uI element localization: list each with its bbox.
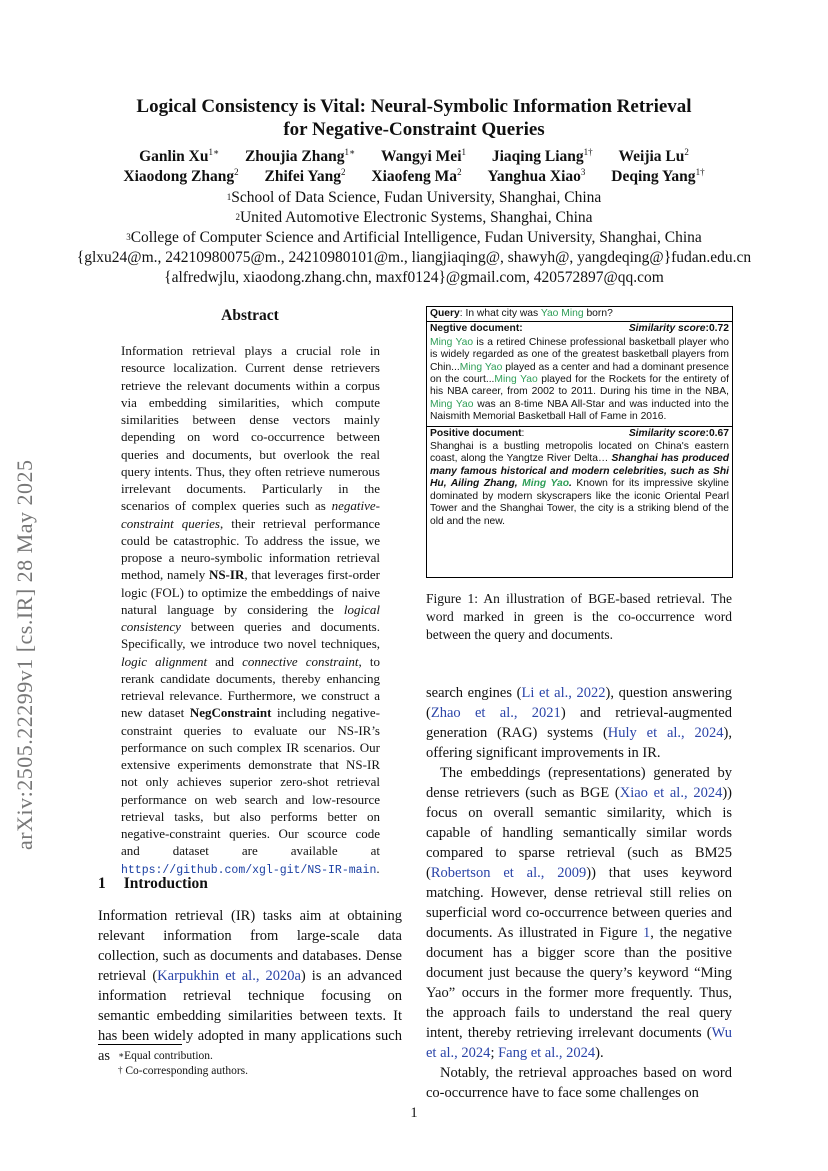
citation-link[interactable]: Robertson et al., 2009: [430, 865, 587, 881]
author: Xiaofeng Ma$^2$: [371, 167, 462, 185]
positive-doc-header: Positive document: Similarity score:0.67: [430, 427, 729, 439]
positive-doc-text: Shanghai is a bustling metropolis located on China's eastern coast, along the Yangtze River Delta… Shanghai has produced many famous historical and modern celebrities, such as Shi Hu, Ailing Zhang, Ming Yao. Known for its impressive skyline dominated by modern skyscrapers like the iconic Oriental Pearl Tower and the Shanghai Tower, the city is a striking blend of the old and the new.: [430, 441, 729, 527]
citation-link[interactable]: Fang et al., 2024: [498, 1045, 596, 1061]
paragraph: The embeddings (representations) generated by dense retrievers (such as BGE (Xiao et al., 2024)) focus on overall semantic similarity, which is capable of handling semantically similar words compared to sparse retrieval (such as BM25 (Robertson et al., 2009)) that uses keyword matching. However, dense retrieval still relies on superficial word co-occurrence between queries and documents. As illustrated in Figure 1, the negative document has a bigger score than the positive document just because the query’s keyword “Ming Yao” occurs in the former more frequently. Thus, the approach fails to understand the real query intent, thereby retrieving irrelevant documents (Wu et al., 2024; Fang et al., 2024).: [426, 765, 732, 1061]
page-number: 1: [410, 1105, 418, 1121]
arxiv-stamp: arXiv:2505.22299v1 [cs.IR] 28 May 2025: [12, 459, 37, 850]
author: Weijia Lu$^2$: [618, 147, 689, 165]
citation-link[interactable]: Xiao et al., 2024: [619, 785, 723, 801]
affiliation-1: $^1$School of Data Science, Fudan University, Shanghai, China: [226, 189, 602, 206]
abstract-heading: Abstract: [221, 307, 279, 324]
author: Xiaodong Zhang$^2$: [123, 167, 239, 185]
author: Deqing Yang$^{1\dagger}$: [611, 167, 705, 185]
author: Wangyi Mei$^1$: [380, 147, 466, 165]
code-link[interactable]: https://github.com/xgl-git/NS-IR-main: [121, 863, 377, 877]
affiliations: [0, 188, 828, 288]
author: Yanghua Xiao$^3$: [487, 167, 586, 185]
citation-link[interactable]: Huly et al., 2024: [607, 725, 724, 741]
footnote-1: ∗Equal contribution.: [118, 1050, 213, 1062]
abstract-body: Information retrieval plays a crucial role in resource localization. Current dense retrievers retrieve the relevant documents within a corpus via embedding similarities, which compute similarities between dense vectors mainly depending on word co-occurrence between queries and documents, but overlook the real query intents. Thus, they often retrieve numerous irrelevant documents. Particularly in the scenarios of complex queries such as negative-constraint queries, their retrieval performance could be catastrophic. To address the issue, we propose a neuro-symbolic information retrieval method, namely NS-IR, that leverages first-order logic (FOL) to optimize the embeddings of naive natural language by considering the logical consistency between queries and documents. Specifically, we introduce two novel techniques, logic alignment and connective constraint, to rerank candidate documents, thereby enhancing retrieval relevance. Furthermore, we construct a new dataset NegConstraint including negative-constraint queries to evaluate our NS-IR’s performance on such complex IR scenarios. Our extensive experiments demonstrate that NS-IR not only achieves superior zero-shot retrieval performance on web search and low-resource retrieval tasks, but also performs better on negative-constraint queries. Our scource code and dataset are available at https://github.com/xgl-git/NS-IR-main.: [121, 343, 380, 877]
author: Zhifei Yang$^2$: [264, 167, 346, 185]
author-row-1: [0, 148, 828, 166]
paper-title: [0, 95, 828, 141]
section-heading: 1 Introduction: [98, 875, 208, 892]
intro-paragraph: Information retrieval (IR) tasks aim at obtaining relevant information from large-scale data collection, such as documents and databases. Dense retrieval (Karpukhin et al., 2020a) is an advanced information retrieval technique focusing on semantic embedding similarities between texts. It has been widely adopted in many applications such as: [98, 908, 402, 1064]
emails-line-2: {alfredwjlu, xiaodong.zhang.chn, maxf0124}@gmail.com, 420572897@qq.com: [164, 269, 664, 286]
figure-caption: Figure 1: An illustration of BGE-based retrieval. The word marked in green is the co-occurrence word between the query and documents.: [426, 591, 732, 642]
author-row-2: [0, 168, 828, 186]
footnote-2: † Co-corresponding authors.: [118, 1065, 249, 1077]
query-row: Query: In what city was Yao Ming born?: [430, 308, 613, 319]
affiliation-3: $^3$College of Computer Science and Artificial Intelligence, Fudan University, Shanghai, China: [126, 229, 702, 246]
title-line-2: for Negative-Constraint Queries: [283, 119, 545, 140]
emails-line-1: {glxu24@m., 24210980075@m., 24210980101@m., liangjiaqing@, shawyh@, yangdeqing@}fudan.edu.cn: [76, 249, 752, 266]
figure-ref-link[interactable]: 1: [643, 925, 651, 941]
figure-1-box: [426, 306, 733, 578]
title-line-1: Logical Consistency is Vital: Neural-Symbolic Information Retrieval: [136, 96, 692, 117]
citation-link[interactable]: Li et al., 2022: [521, 685, 606, 701]
citation-link[interactable]: Karpukhin et al., 2020a: [157, 968, 301, 984]
citation-link[interactable]: Zhao et al., 2021: [430, 705, 561, 721]
negative-doc-header: Negtive document: Similarity score:0.72: [430, 323, 729, 335]
author: Jiaqing Liang$^{1\dagger}$: [491, 147, 593, 165]
negative-doc-text: Ming Yao is a retired Chinese professional basketball player who is widely regarded as one of the greatest basketball players from Chin...Ming Yao played as a center and had a dominant presence on the court...Ming Yao played for the Rockets for the entirety of his NBA career, from 2002 to 2011. During his time in the NBA, Ming Yao was an 8-time NBA All-Star and was inducted into the Naismith Memorial Basketball Hall of Fame in 2016.: [430, 336, 729, 423]
affiliation-2: $^2$United Automotive Electronic Systems, Shanghai, China: [235, 209, 593, 226]
author: Zhoujia Zhang$^{1∗}$: [244, 147, 356, 165]
author: Ganlin $Xu^{1∗}$: [139, 147, 220, 165]
paragraph: search engines (Li et al., 2022), question answering (Zhao et al., 2021) and retrieval-augmented generation (RAG) systems (Huly et al., 2024), offering significant improvements in IR.: [426, 685, 732, 761]
citation-link[interactable]: Wu et al., 2024: [426, 1025, 732, 1061]
footnote-rule: [98, 1044, 182, 1045]
paragraph: Notably, the retrieval approaches based on word co-occurrence have to face some challenges on: [426, 1065, 732, 1101]
right-column-text: [426, 683, 732, 1103]
